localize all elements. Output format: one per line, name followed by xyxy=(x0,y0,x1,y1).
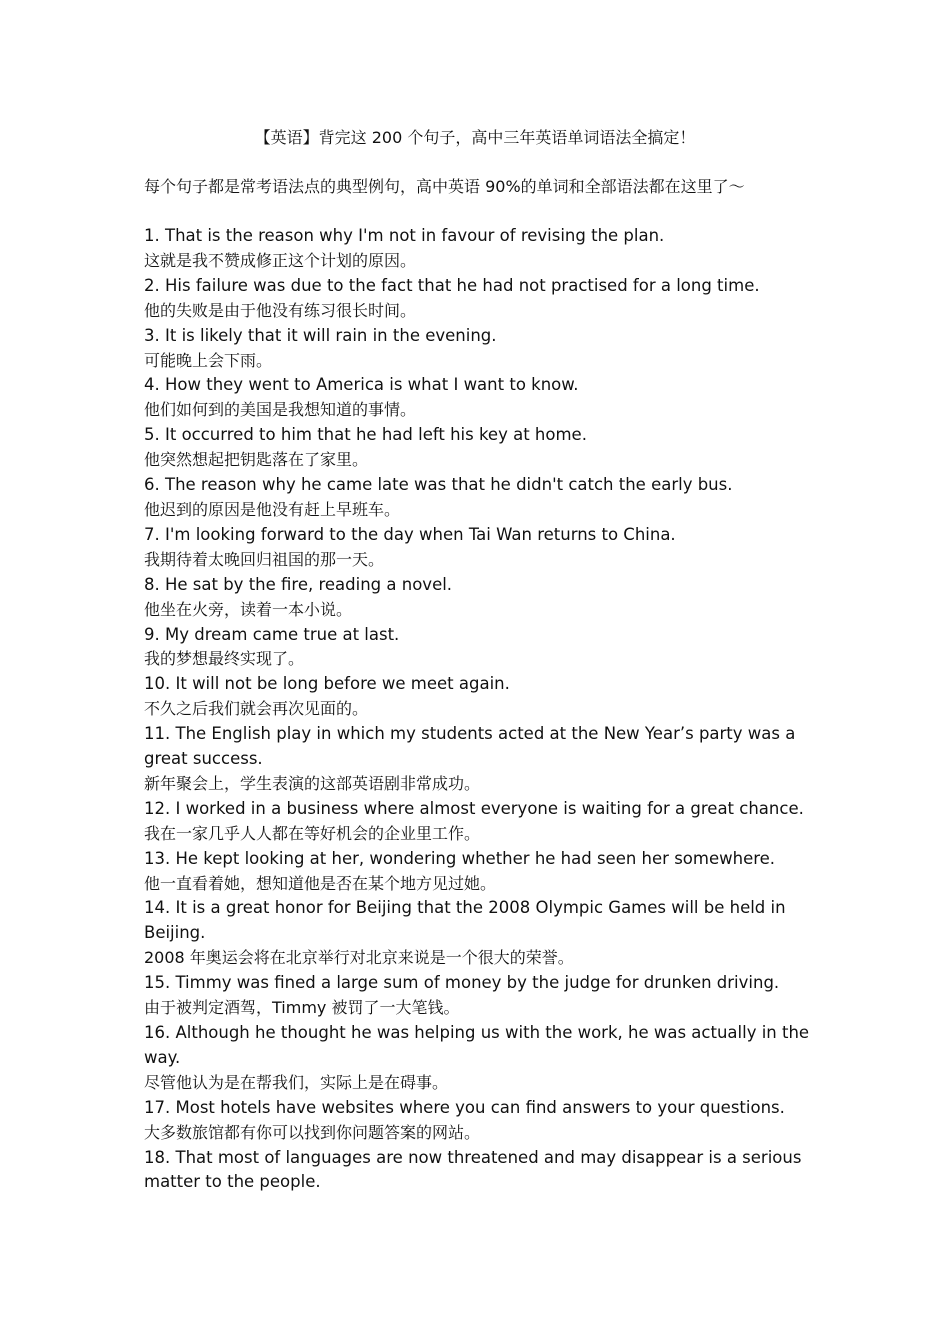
english-sentence: 18. That most of languages are now threatened and may disappear is a serious matter to the people. xyxy=(144,1147,802,1192)
english-sentence: 13. He kept looking at her, wondering whether he had seen her somewhere. xyxy=(144,848,776,868)
chinese-translation: 我的梦想最终实现了。 xyxy=(144,649,305,669)
document-title: 【英语】背完这 200 个句子，高中三年英语单词语法全搞定！ xyxy=(254,128,696,147)
sentence-entry xyxy=(144,896,810,971)
english-sentence: 14. It is a great honor for Beijing that the 2008 Olympic Games will be held in Beijing. xyxy=(144,898,786,943)
chinese-translation: 不久之后我们就会再次见面的。 xyxy=(144,699,369,719)
sentence-entry xyxy=(144,423,810,473)
sentence-entry xyxy=(144,573,810,623)
english-sentence: 1. That is the reason why I'm not in favour of revising the plan. xyxy=(144,226,665,245)
sentence-entry xyxy=(144,1096,810,1146)
chinese-translation: 他们如何到的美国是我想知道的事情。 xyxy=(144,400,417,420)
english-sentence: 8. He sat by the fire, reading a novel. xyxy=(144,574,453,594)
chinese-translation: 尽管他认为是在帮我们，实际上是在碍事。 xyxy=(144,1072,449,1092)
chinese-translation: 我在一家几乎人人都在等好机会的企业里工作。 xyxy=(144,823,481,843)
sentence-entry xyxy=(144,847,810,897)
english-sentence: 2. His failure was due to the fact that he had not practised for a long time. xyxy=(144,275,760,295)
chinese-translation: 他迟到的原因是他没有赶上早班车。 xyxy=(144,499,401,519)
chinese-translation: 2008 年奥运会将在北京举行对北京来说是一个很大的荣誉。 xyxy=(144,948,574,968)
english-sentence: 16. Although he thought he was helping us with the work, he was actually in the way. xyxy=(144,1023,810,1067)
chinese-translation: 我期待着太晚回归祖国的那一天。 xyxy=(144,549,385,569)
english-sentence: 15. Timmy was fined a large sum of money by the judge for drunken driving. xyxy=(144,973,780,993)
sentence-entry xyxy=(144,971,810,1021)
sentence-entry xyxy=(144,797,810,847)
sentence-entry xyxy=(144,324,810,374)
chinese-translation: 新年聚会上，学生表演的这部英语剧非常成功。 xyxy=(144,773,481,793)
chinese-translation: 他一直看着她，想知道他是否在某个地方见过她。 xyxy=(144,873,497,893)
sentence-entry xyxy=(144,1146,810,1196)
intro-paragraph: 每个句子都是常考语法点的典型例句，高中英语 90%的单词和全部语法都在这里了～ xyxy=(144,177,745,196)
chinese-translation: 他突然想起把钥匙落在了家里。 xyxy=(144,450,369,470)
chinese-translation: 这就是我不赞成修正这个计划的原因。 xyxy=(144,250,417,270)
chinese-translation: 大多数旅馆都有你可以找到你问题答案的网站。 xyxy=(144,1122,481,1142)
sentence-entry xyxy=(144,224,810,274)
english-sentence: 4. How they went to America is what I want to know. xyxy=(144,375,579,395)
sentence-list xyxy=(144,224,810,1195)
english-sentence: 5. It occurred to him that he had left his key at home. xyxy=(144,425,587,445)
sentence-entry xyxy=(144,274,810,324)
english-sentence: 12. I worked in a business where almost everyone is waiting for a great chance. xyxy=(144,798,804,818)
english-sentence: 6. The reason why he came late was that he didn't catch the early bus. xyxy=(144,475,733,495)
sentence-entry xyxy=(144,623,810,673)
english-sentence: 17. Most hotels have websites where you can find answers to your questions. xyxy=(144,1097,785,1117)
chinese-translation: 可能晚上会下雨。 xyxy=(144,350,273,370)
sentence-entry xyxy=(144,1021,810,1096)
chinese-translation: 他的失败是由于他没有练习很长时间。 xyxy=(144,300,417,320)
english-sentence: 11. The English play in which my students acted at the New Year’s party was a great success. xyxy=(144,724,796,769)
sentence-entry xyxy=(144,672,810,722)
chinese-translation: 由于被判定酒驾，Timmy 被罚了一大笔钱。 xyxy=(144,998,460,1018)
english-sentence: 3. It is likely that it will rain in the evening. xyxy=(144,325,497,345)
sentence-entry xyxy=(144,473,810,523)
english-sentence: 9. My dream came true at last. xyxy=(144,624,400,644)
chinese-translation: 他坐在火旁，读着一本小说。 xyxy=(144,599,353,619)
english-sentence: 7. I'm looking forward to the day when Tai Wan returns to China. xyxy=(144,524,676,544)
sentence-entry xyxy=(144,722,810,797)
sentence-entry xyxy=(144,523,810,573)
sentence-entry xyxy=(144,373,810,423)
english-sentence: 10. It will not be long before we meet again. xyxy=(144,674,510,694)
